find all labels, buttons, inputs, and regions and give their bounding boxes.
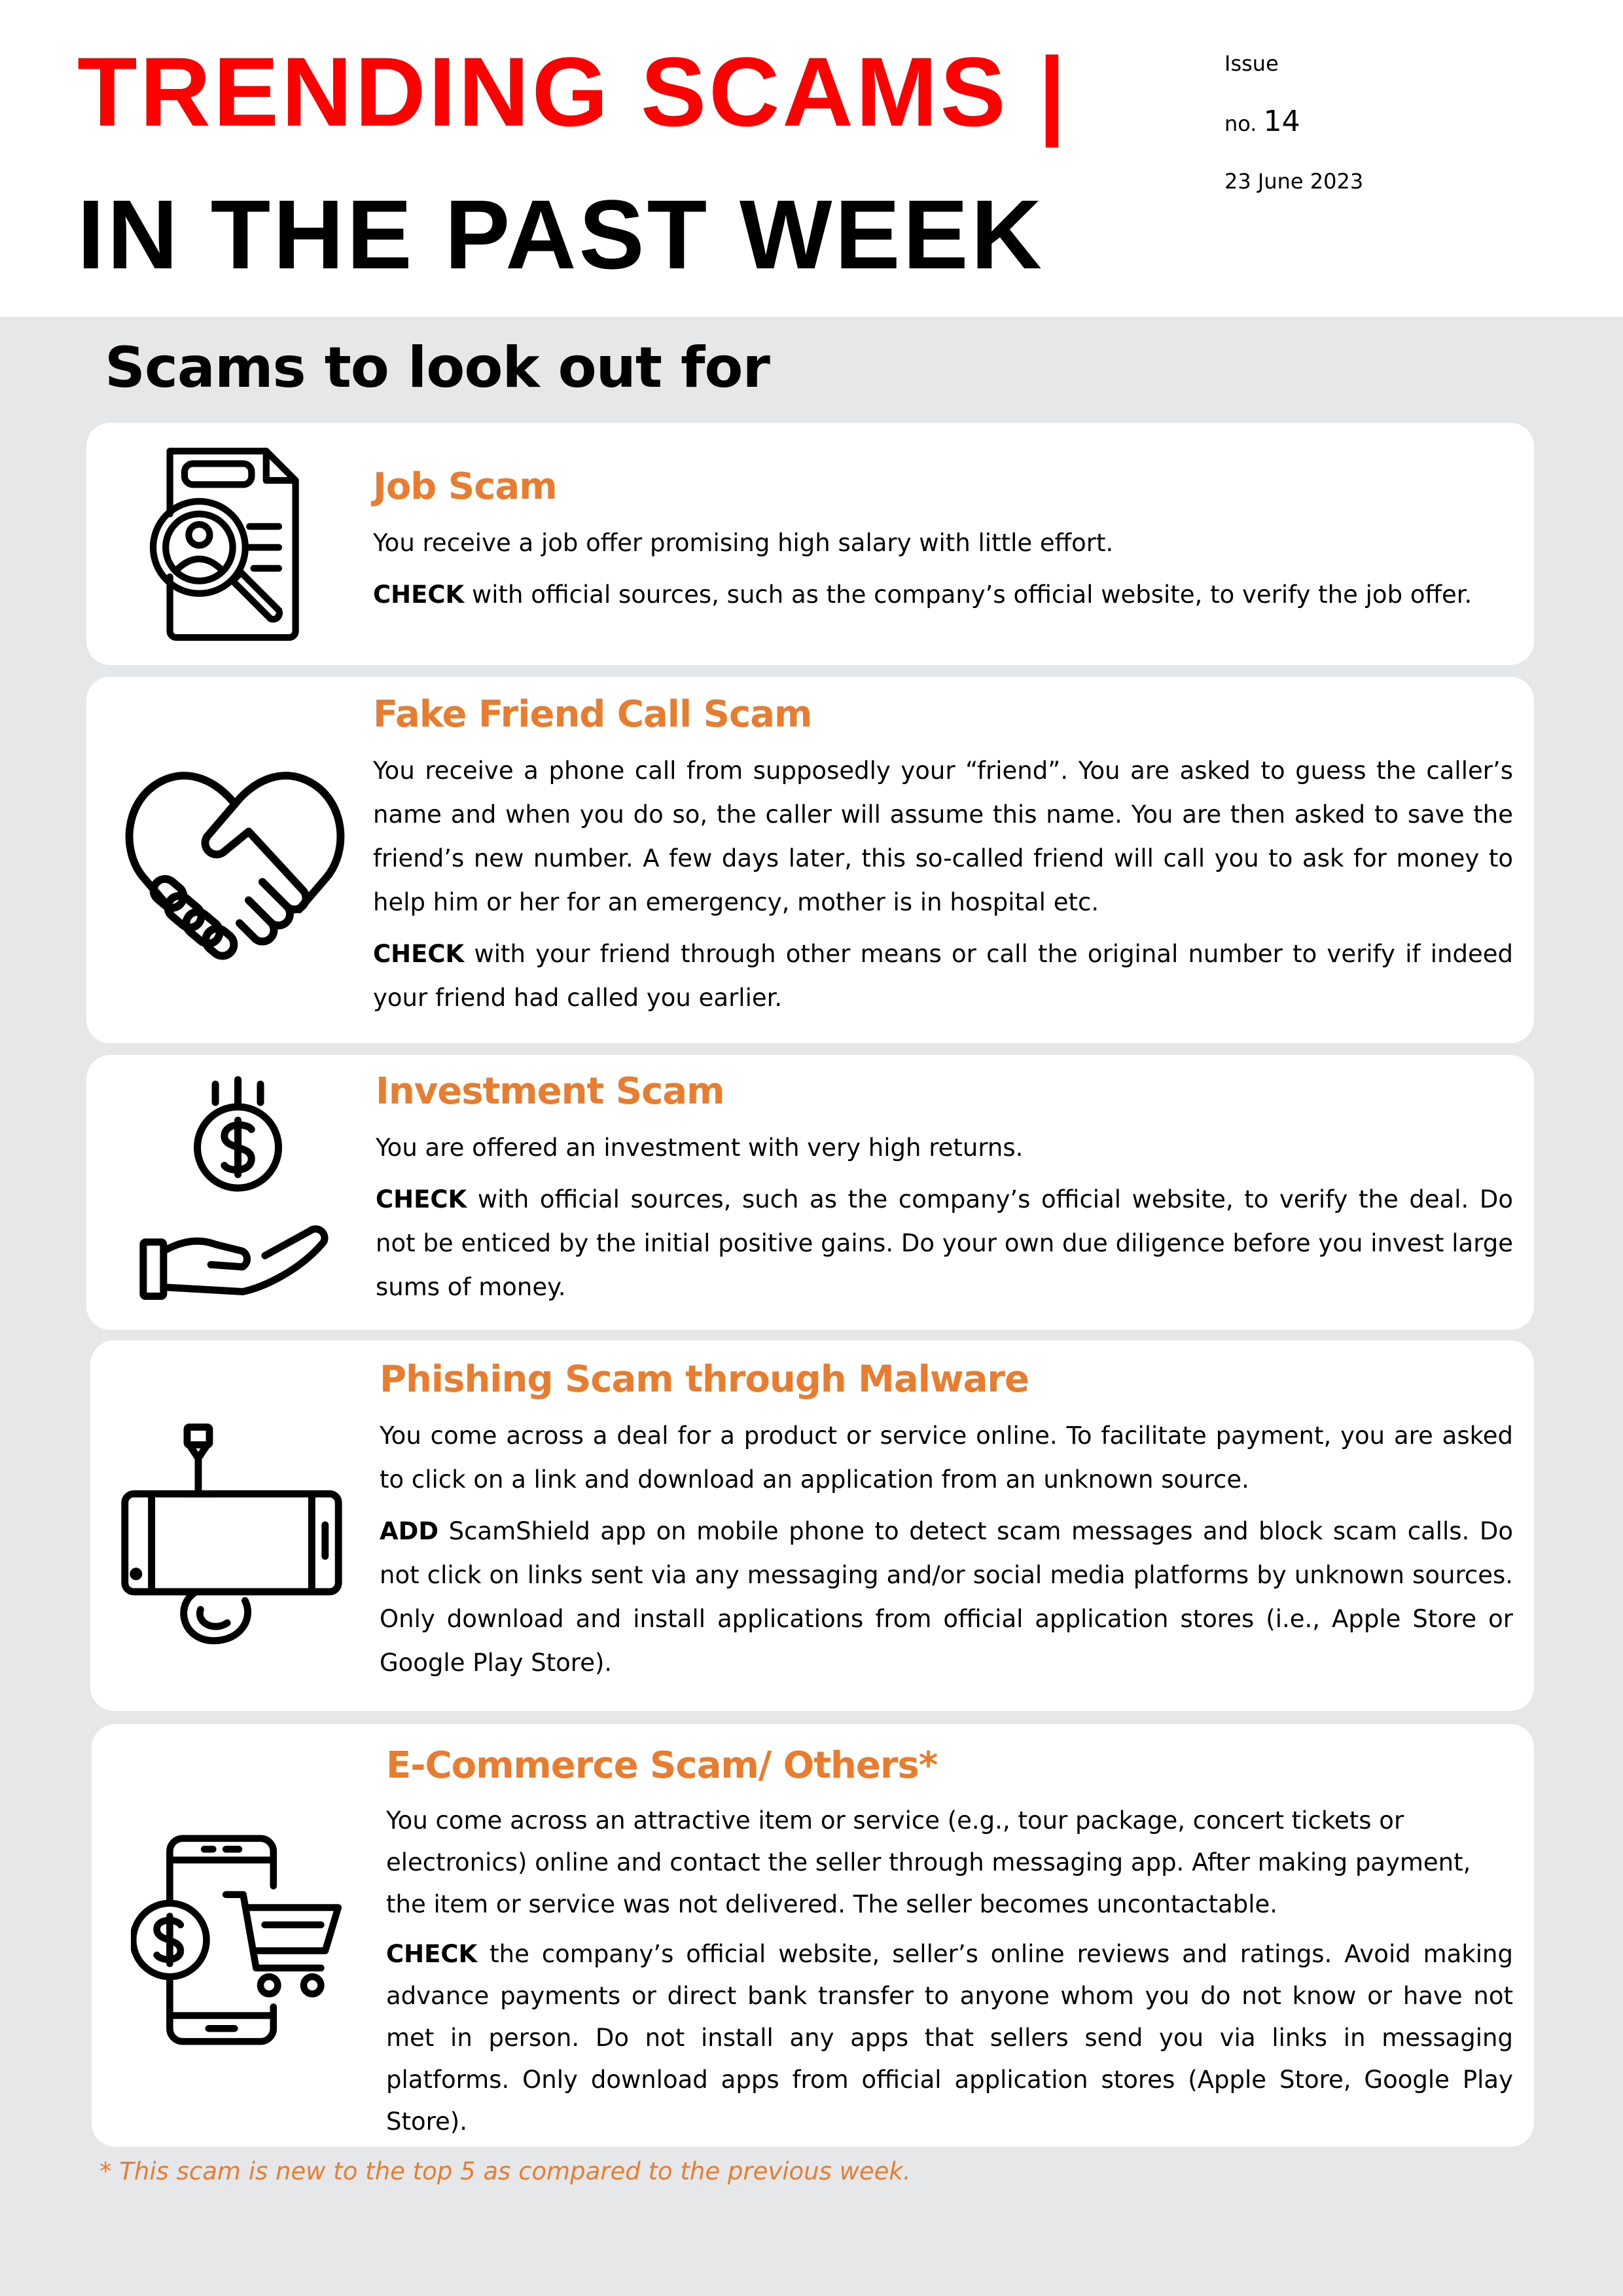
header bbox=[0, 0, 1623, 317]
scam-card-fake-friend-call bbox=[86, 677, 1534, 1043]
scam-card-ecommerce bbox=[92, 1724, 1534, 2147]
scam-advice bbox=[376, 1177, 1513, 1309]
advice-keyword: CHECK bbox=[373, 940, 465, 968]
scam-description: You receive a job offer promising high salary with little effort. bbox=[373, 529, 1114, 557]
advice-text: with official sources, such as the company’s official website, to verify the deal. Do not be enticed by the initial positive gains. Do your own due diligence before you invest large sums of money. bbox=[376, 1185, 1513, 1301]
scam-description: You come across a deal for a product or service online. To facilitate payment, you are asked to click on a link and download an application from an unknown source. bbox=[380, 1422, 1513, 1494]
scam-advice bbox=[380, 1509, 1513, 1685]
heart-handshake-icon bbox=[120, 749, 349, 965]
scam-card-phishing-malware bbox=[90, 1340, 1534, 1711]
phone-hook-malware-icon bbox=[120, 1422, 343, 1651]
advice-keyword: CHECK bbox=[386, 1940, 478, 1968]
scam-advice bbox=[386, 1933, 1513, 2143]
scam-title: Job Scam bbox=[373, 465, 557, 508]
scam-card-body bbox=[376, 1067, 1513, 1317]
advice-keyword: CHECK bbox=[376, 1185, 467, 1213]
scam-title: Phishing Scam through Malware bbox=[380, 1358, 1029, 1401]
scam-title: Fake Friend Call Scam bbox=[373, 693, 812, 736]
section-heading: Scams to look out for bbox=[105, 335, 770, 401]
title-line-1: TRENDING SCAMS | bbox=[77, 37, 1069, 147]
scam-description: You come across an attractive item or service (e.g., tour package, concert tickets or electronics) online and contact the seller through messaging app. After making payment, the item or service was not delivered. The seller becomes uncontactable. bbox=[386, 1806, 1471, 1918]
issue-date: 23 June 2023 bbox=[1224, 169, 1364, 194]
footnote: * This scam is new to the top 5 as compared to the previous week. bbox=[99, 2157, 911, 2185]
advice-keyword: CHECK bbox=[373, 581, 465, 609]
advice-text: ScamShield app on mobile phone to detect scam messages and block scam calls. Do not click on links sent via any messaging and/or social media platforms by unknown sources. Only download and install applications from official application stores (i.e., Apple Store or Google Play Store). bbox=[380, 1517, 1513, 1677]
hand-holding-coin-icon bbox=[139, 1075, 342, 1310]
scam-card-investment bbox=[86, 1055, 1534, 1330]
advice-keyword: ADD bbox=[380, 1517, 439, 1545]
scam-advice bbox=[373, 932, 1513, 1020]
scam-advice bbox=[373, 573, 1513, 617]
issue-number-row bbox=[1224, 105, 1300, 138]
scam-title: E-Commerce Scam/ Others* bbox=[386, 1744, 938, 1787]
issue-label: Issue bbox=[1224, 51, 1279, 76]
issue-number-prefix: no. bbox=[1224, 111, 1257, 136]
scam-card-job bbox=[86, 423, 1534, 665]
scam-description: You receive a phone call from supposedly your “friend”. You are asked to guess the caller’s name and when you do so, the caller will assume this name. You are then asked to save the friend’s new number. A few days later, this so-called friend will call you to ask for money to help him or her for an emergency, mother is in hospital etc. bbox=[373, 757, 1513, 916]
scam-card-body bbox=[373, 462, 1513, 624]
title-line-2: IN THE PAST WEEK bbox=[77, 179, 1044, 289]
scam-card-body bbox=[386, 1741, 1513, 2151]
job-search-document-icon bbox=[132, 439, 342, 648]
scam-title: Investment Scam bbox=[376, 1070, 724, 1113]
scam-description: You are offered an investment with very high returns. bbox=[376, 1134, 1024, 1162]
advice-text: with your friend through other means or call the original number to verify if indeed your friend had called you earlier. bbox=[373, 940, 1513, 1012]
issue-number: 14 bbox=[1263, 105, 1300, 138]
scam-card-body bbox=[373, 690, 1513, 1028]
phone-cart-coin-icon bbox=[131, 1829, 347, 2051]
advice-text: with official sources, such as the company’s official website, to verify the job offer. bbox=[464, 581, 1472, 609]
scam-card-body bbox=[380, 1355, 1513, 1693]
advice-text: the company’s official website, seller’s online reviews and ratings. Avoid making advance payments or direct bank transfer to anyone whom you do not know or have not met in person. Do not install any apps that sellers send you via links in messaging platforms. Only download apps from official application stores (Apple Store, Google Play Store). bbox=[386, 1940, 1513, 2136]
